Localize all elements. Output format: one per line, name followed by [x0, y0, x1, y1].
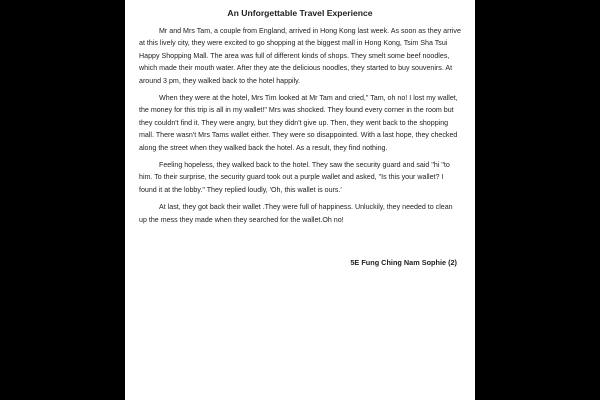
- document-title: An Unforgettable Travel Experience: [227, 8, 373, 18]
- document-page: [125, 0, 475, 400]
- paragraph-3: Feeling hopeless, they walked back to the hotel. They saw the security guard and said "hi "to him. To their surprise, the security guard took out a purple wallet and asked, "Is this your wallet? I found it at the lobby." They replied loudly, 'Oh, this wallet is ours.': [139, 161, 450, 194]
- author-signature: 5E Fung Ching Nam Sophie (2): [350, 258, 457, 268]
- paragraph-4: At last, they got back their wallet .They were full of happiness. Unluckily, they needed to clean up the mess they made when they searched for the wallet.Oh no!: [139, 203, 453, 224]
- paragraph-1: Mr and Mrs Tam, a couple from England, arrived in Hong Kong last week. As soon as they arrive at this lively city, they were excited to go shopping at the biggest mall in Hong Kong, Tsim Sha Tsui Happy Shopping Mall. The area was full of different kinds of shops. They smelt some beef noodles, which made their mouth water. After they ate the delicious noodles, they started to buy souvenirs. At around 3 pm, they walked back to the hotel happily.: [139, 27, 461, 85]
- paragraph-2: When they were at the hotel, Mrs Tim looked at Mr Tam and cried," Tam, oh no! I lost my wallet, the money for this trip is all in my wallet!" Mrs was shocked. They found every corner in the room but they couldn't find it. They were angry, but they didn't give up. Then, they went back to the shopping mall. There wasn't Mrs Tams wallet either. They were so disappointed. With a last hope, they checked along the street when they walked back the hotel. As a result, they find nothing.: [139, 94, 458, 152]
